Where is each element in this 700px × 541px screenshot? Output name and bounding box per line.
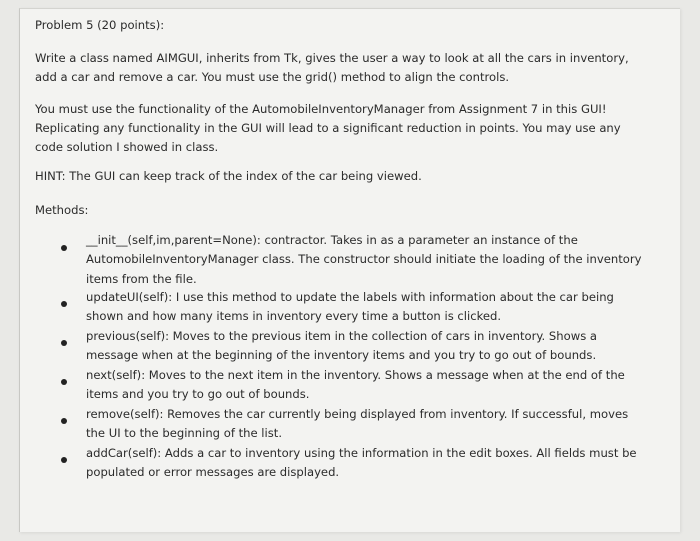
requirement-line: Replicating any functionality in the GUI will lead to a significant reduction in points. You may use any: [35, 121, 621, 135]
method-line: items and you try to go out of bounds.: [86, 387, 310, 402]
bullet-icon: [61, 340, 67, 346]
method-item-init: [86, 231, 641, 289]
method-line: updateUI(self): I use this method to update the labels with information about the car being: [86, 290, 614, 304]
method-item-updateui: [86, 288, 614, 327]
requirement-paragraph: [35, 100, 621, 157]
method-line: items from the file.: [86, 271, 197, 286]
method-item-remove: [86, 405, 628, 444]
method-line: addCar(self): Adds a car to inventory using the information in the edit boxes. All fields must be: [86, 446, 637, 460]
method-line: previous(self): Moves to the previous item in the collection of cars in inventory. Shows a: [86, 329, 598, 343]
method-line: shown and how many items in inventory every time a button is clicked.: [86, 309, 502, 324]
method-item-addcar: [86, 444, 637, 483]
document-page: [19, 8, 680, 532]
method-line: __init__(self,im,parent=None): contractor. Takes in as a parameter an instance of the: [86, 233, 578, 247]
hint-text: HINT: The GUI can keep track of the index of the car being viewed.: [35, 169, 422, 183]
method-line: populated or error messages are displayed.: [86, 465, 340, 480]
method-item-previous: [86, 327, 597, 366]
method-line: remove(self): Removes the car currently being displayed from inventory. If successful, moves: [86, 407, 629, 421]
requirement-line: You must use the functionality of the AutomobileInventoryManager from Assignment 7 in this GUI!: [35, 102, 607, 116]
method-line: the UI to the beginning of the list.: [86, 426, 283, 441]
bullet-icon: [61, 418, 67, 424]
requirement-line: code solution I showed in class.: [35, 140, 219, 154]
intro-line: Write a class named AIMGUI, inherits from Tk, gives the user a way to look at all the cars in inventory,: [35, 51, 629, 65]
bullet-icon: [61, 301, 67, 307]
method-line: AutomobileInventoryManager class. The constructor should initiate the loading of the inventory: [86, 252, 642, 267]
method-line: message when at the beginning of the inventory items and you try to go out of bounds.: [86, 348, 597, 363]
intro-line: add a car and remove a car. You must use the grid() method to align the controls.: [35, 70, 510, 84]
problem-title: Problem 5 (20 points):: [35, 18, 165, 32]
bullet-icon: [61, 379, 67, 385]
bullet-icon: [61, 245, 67, 251]
methods-heading: Methods:: [35, 203, 89, 217]
method-item-next: [86, 366, 625, 405]
method-line: next(self): Moves to the next item in the inventory. Shows a message when at the end of the: [86, 368, 625, 382]
bullet-icon: [61, 457, 67, 463]
intro-paragraph: [35, 49, 629, 87]
